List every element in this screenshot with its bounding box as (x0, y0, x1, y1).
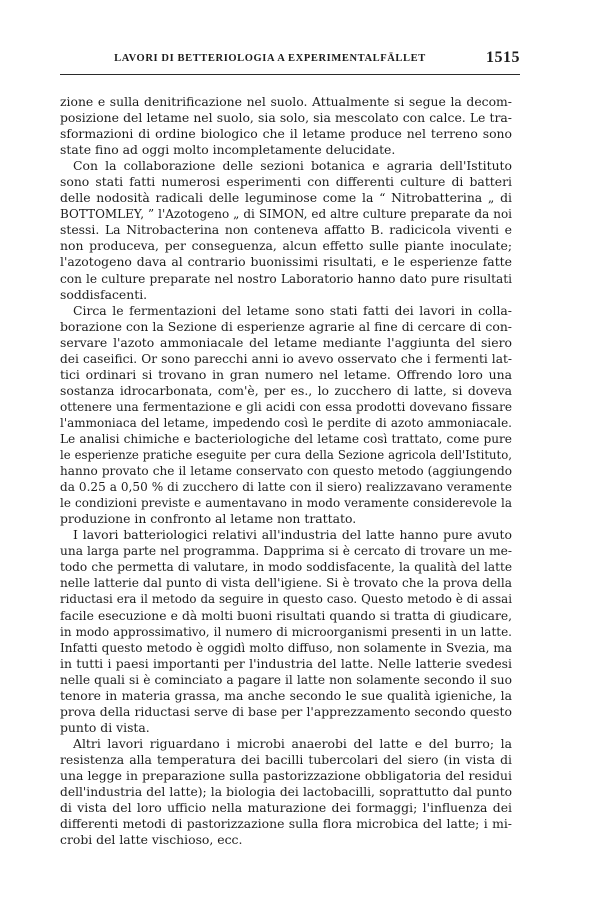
text-line: ottenere una fermentazione e gli acidi con essa prodotti dovevano fissare (60, 399, 512, 414)
text-line: BOTTOMLEY, ” l'Azotogeno „ di SIMON, ed altre culture preparate da noi (60, 207, 512, 222)
text-line: con le culture preparate nel nostro Laboratorio hanno dato pure risultati (60, 271, 512, 286)
text-line: tici ordinari si trovano in gran numero nel letame. Offrendo loro una (60, 366, 512, 382)
header-rule (60, 74, 520, 75)
text-line: Circa le fermentazioni del letame sono stati fatti dei lavori in colla- (73, 302, 512, 318)
text-line: da 0.25 a 0,50 % di zucchero di latte con il siero) realizzavano veramente (60, 480, 512, 495)
text-line: tenore in materia grassa, ma anche secondo le sue qualità igieniche, la (60, 687, 512, 703)
text-line: hanno provato che il letame conservato con questo metodo (aggiungendo (60, 464, 512, 479)
text-line: riductasi era il metodo da seguire in questo caso. Questo metodo è di assai (60, 592, 512, 607)
text-line: soddisfacenti. (60, 286, 148, 302)
text-line: sono stati fatti numerosi esperimenti con differenti culture di batteri (60, 174, 512, 190)
text-line: una legge in preparazione sulla pastorizzazione obbligatoria del residui (60, 767, 512, 783)
text-line: dell'industria del latte); la biologia dei lactobacilli, soprattutto dal punto (60, 785, 512, 800)
text-line: prova della riductasi serve di base per l'apprezzamento secondo questo (60, 703, 512, 719)
text-line: Le analisi chimiche e bacteriologiche del letame così trattato, come pure (60, 431, 512, 446)
text-line: servare l'azoto ammoniacale del letame mediante l'aggiunta del siero (60, 334, 512, 350)
text-line: punto di vista. (60, 719, 150, 735)
text-line: borazione con la Sezione di esperienze agrarie al fine di cercare di con- (60, 318, 512, 334)
text-line: nelle quali si è cominciato a pagare il latte non solamente secondo il suo (60, 672, 512, 687)
running-title: LAVORI DI BETTERIOLOGIA A EXPERIMENTALFÄLLET (114, 53, 426, 64)
text-line: zione e sulla denitrificazione nel suolo. Attualmente si segue la decom- (60, 94, 512, 109)
text-line: sostanza idrocarbonata, com'è, per es., lo zucchero di latte, si doveva (60, 382, 512, 398)
text-line: Altri lavori riguardano i microbi anaerobi del latte e del burro; la (73, 735, 512, 751)
text-line: in modo approssimativo, il numero di microorganismi presenti in un latte. (60, 624, 512, 639)
text-line: crobi del latte vischioso, ecc. (60, 832, 243, 848)
text-line: di vista del loro ufficio nella maturazione dei formaggi; l'influenza dei (60, 800, 512, 816)
text-line: facile esecuzione e dà molti buoni risultati quando si tratta di giudicare, (60, 608, 512, 623)
text-line: state fino ad oggi molto incompletamente delucidate. (60, 142, 396, 158)
running-header (60, 48, 520, 74)
text-line: dei caseifici. Or sono parecchi anni io avevo osservato che i fermenti lat- (60, 351, 512, 366)
body-text (60, 94, 512, 848)
text-line: I lavori batteriologici relativi all'industria del latte hanno pure avuto (73, 527, 512, 543)
text-line: Con la collaborazione delle sezioni botanica e agraria dell'Istituto (73, 158, 512, 174)
text-line: Infatti questo metodo è oggidì molto diffuso, non solamente in Svezia, ma (60, 640, 512, 655)
text-line: l'azotogeno dava al contrario buonissimi risultati, e le esperienze fatte (60, 254, 512, 270)
page-number: 1515 (486, 49, 520, 66)
text-line: in tutti i paesi importanti per l'industria del latte. Nelle latterie svedesi (60, 655, 512, 671)
text-line: una larga parte nel programma. Dapprima si è cercato di trovare un me- (60, 544, 512, 559)
text-line: stessi. La Nitrobacterina non conteneva affatto B. radicicola viventi e (60, 222, 512, 238)
text-line: l'ammoniaca del letame, impedendo così le perdite di azoto ammoniacale. (60, 415, 512, 430)
text-line: produzione in confronto al letame non trattato. (60, 511, 357, 527)
text-line: le esperienze pratiche eseguite per cura della Sezione agricola dell'Istituto, (60, 448, 512, 463)
text-line: todo che permetta di valutare, in modo soddisfacente, la qualità del latte (60, 560, 512, 575)
text-line: differenti metodi di pastorizzazione sulla flora microbica del latte; i mi- (60, 816, 512, 832)
text-line: posizione del letame nel suolo, sia solo, sia mescolato con calce. Le tra- (60, 110, 512, 126)
text-line: non produceva, per conseguenza, alcun effetto sulle piante inoculate; (60, 238, 512, 254)
text-line: sformazioni di ordine biologico che il letame produce nel terreno sono (60, 126, 512, 142)
text-line: nelle latterie dal punto di vista dell'igiene. Si è trovato che la prova della (60, 576, 512, 591)
text-line: delle nodosità radicali delle leguminose come la “ Nitrobatterina „ di (60, 190, 512, 206)
text-line: le condizioni previste e aumentavano in modo veramente considerevole la (60, 496, 512, 511)
text-line: resistenza alla temperatura dei bacilli tubercolari del siero (in vista di (60, 751, 512, 767)
